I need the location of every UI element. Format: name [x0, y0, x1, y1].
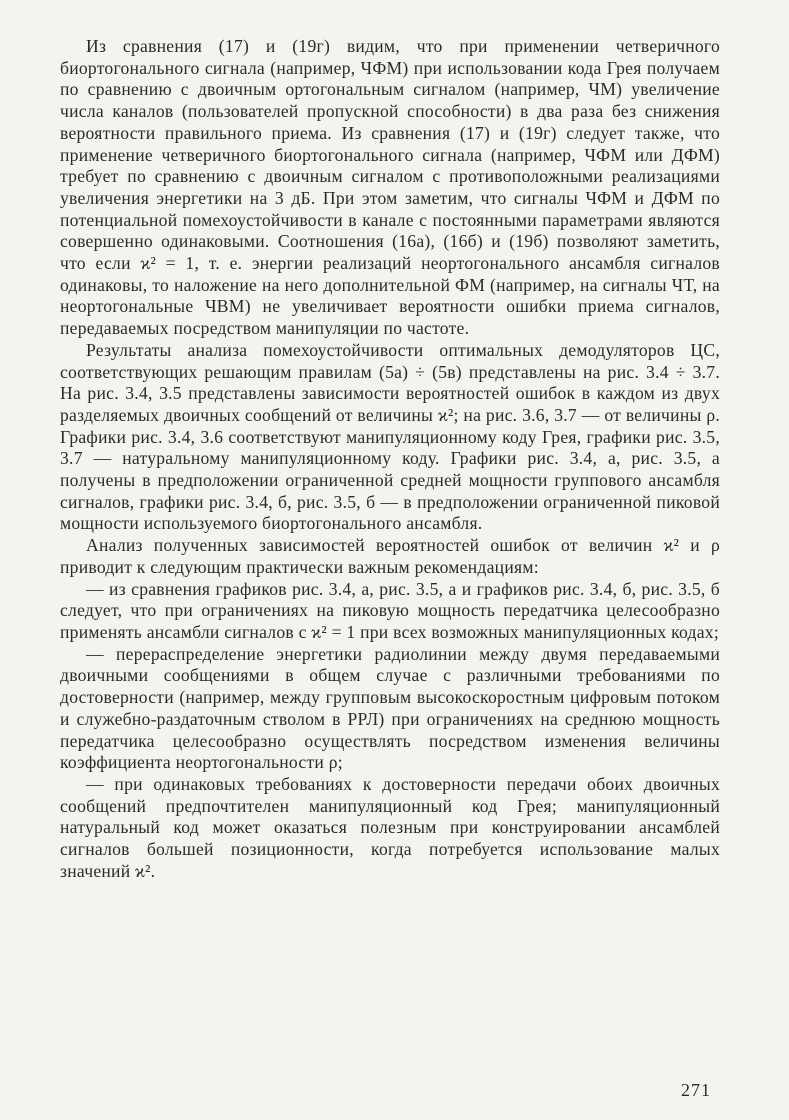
recommendation-gray-code: — при одинаковых требованиях к достоверности передачи обоих двоичных сообщений предпочтителен манипуляционный код Грея; манипуляционный натуральный код может оказаться полезным при конструировании ансамблей сигналов большей позиционности, когда потребуется использование малых значений ϰ². [60, 773, 720, 881]
paragraph-results: Результаты анализа помехоустойчивости оптимальных демодуляторов ЦС, соответствующих решающим правилам (5а) ÷ (5в) представлены на рис. 3.4 ÷ 3.7. На рис. 3.4, 3.5 представлены зависимости вероятностей ошибок в каждом из двух разделяемых двоичных сообщений от величины ϰ²; на рис. 3.6, 3.7 — от величины ρ. Графики рис. 3.4, 3.6 соответствуют манипуляционному коду Грея, графики рис. 3.5, 3.7 — натуральному манипуляционному коду. Графики рис. 3.4, а, рис. 3.5, а получены в предположении ограниченной средней мощности группового ансамбля сигналов, графики рис. 3.4, б, рис. 3.5, б — в предположении ограниченной пиковой мощности используемого биортогонального ансамбля. [60, 339, 720, 534]
paragraph-analysis: Анализ полученных зависимостей вероятностей ошибок от величин ϰ² и ρ приводит к следующим практически важным рекомендациям: [60, 535, 720, 577]
body-text [60, 36, 720, 882]
paragraph-comparison: Из сравнения (17) и (19г) видим, что при применении четверичного биортогонального сигнала (например, ЧФМ) при использовании кода Грея получаем по сравнению с двоичным ортогональным сигналом (например, ЧМ) увеличение числа каналов (пользователей пропускной способности) в два раза без снижения вероятности правильного приема. Из сравнения (17) и (19г) следует также, что применение четверичного биортогонального сигнала (например, ЧФМ или ДФМ) требует по сравнению с двоичным сигналом с противоположными реализациями увеличения энергетики на 3 дБ. При этом заметим, что сигналы ЧФМ и ДФМ по потенциальной помехоустойчивости в канале с постоянными параметрами являются совершенно одинаковыми. Соотношения (16а), (16б) и (19б) позволяют заметить, что если ϰ² = 1, т. е. энергии реализаций неортогонального ансамбля сигналов одинаковы, то наложение на него дополнительной ФМ (например, на сигналы ЧТ, на неортогональные ЧВМ) не увеличивает вероятности ошибки приема сигналов, передаваемых посредством манипуляции по частоте. [60, 36, 720, 339]
page-number: 271 [681, 1080, 711, 1100]
recommendation-energy-distribution: — перераспределение энергетики радиолинии между двумя передаваемыми двоичными сообщениями в общем случае с различными требованиями по достоверности (например, между групповым высокоскоростным цифровым потоком и служебно-раздаточным стволом в РРЛ) при ограничениях на среднюю мощность передатчика целесообразно осуществлять посредством изменения величины коэффициента неортогональности ρ; [60, 643, 720, 773]
recommendation-peak-power: — из сравнения графиков рис. 3.4, а, рис. 3.5, а и графиков рис. 3.4, б, рис. 3.5, б следует, что при ограничениях на пиковую мощность передатчика целесообразно применять ансамбли сигналов с ϰ² = 1 при всех возможных манипуляционных кодах; [60, 578, 720, 642]
